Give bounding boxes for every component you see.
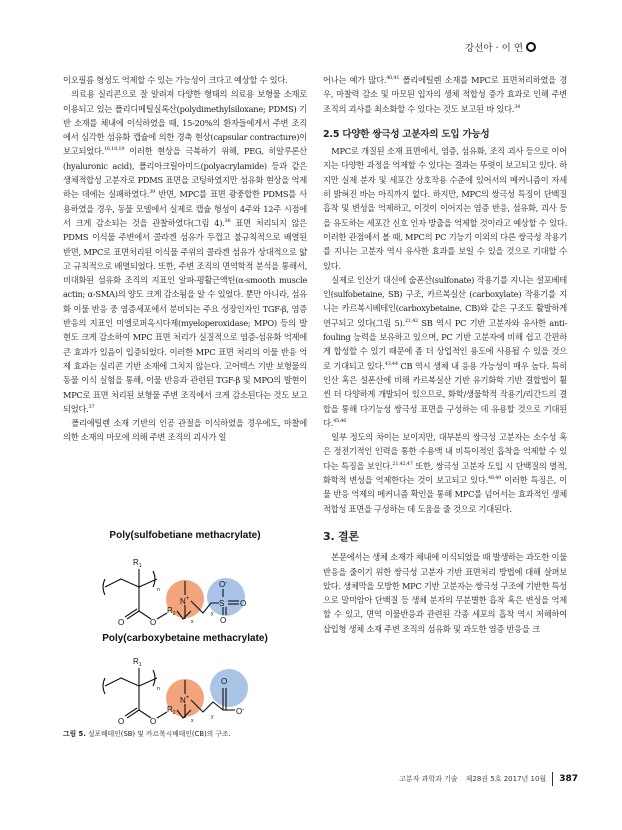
text: CB 역시 생체 내 응용 가능성이 매우 높다. 특히 인산 혹은 설폰산에 비해 카르복실산 기반 유기화학 기반 결합법이 훨씬 더 다양하게 개발되어 있으므로, 화학/생물학적 작용기/리간드의 결합을 통해 다기능성 쌍극성 표면을 구성하는 데 유용할 것으로 기대된다. [323, 360, 567, 428]
label-o-bottom: O [220, 616, 227, 625]
paragraph [63, 73, 307, 87]
label-carbonyl-o: O [118, 717, 125, 726]
text: 표면 처리되지 않은 PDMS 이식물 주변에서 콜라겐 섬유가 두껍고 불규칙적으로 배열된 반면, MPC로 표면처리된 이식물 주위의 콜라겐 섬유가 상대적으로 얇고 규칙적으로 배열되었다. 또한, 주변 조직의 면역학적 분석을 통해서, 비대화된 섬유화 조직의 지표인 알파-평활근액틴(α-smooth muscle actin; α-SMA)의 양도 크게 감소됨을 알 수 있었다. 뿐만 아니라, 섬유화 이물 반응 중 염증세포에서 분비되는 주요 성장인자인 TGF-β, 염증 반응의 지표인 미엘로퍼옥시다제(myeloperoxidase; MPO) 등의 발현도 크게 감소하여 MPC 표면 처리가 실질적으로 염증-섬유화 억제에 큰 효과가 있음이 입증되었다. 이러한 MPC 표면 처리의 이물 반응 억제 효과는 실리콘 기반 소재에 그치지 않는다. 고어텍스 기반 보형물의 동물 이식 실험을 통해, 이물 반응과 관련된 TGF-β 및 MPO의 발현이 MPC로 표면 처리된 보형물 주변 조직에서 크게 감소된다는 것도 보고되었다. [63, 217, 308, 414]
label-r1: $R_1$ [133, 657, 142, 668]
paragraph [323, 144, 567, 273]
label-y: y [211, 611, 214, 617]
left-column [63, 73, 307, 445]
figure-panel-a-title: Poly(sulfobetiane methacrylate) [109, 530, 261, 541]
citation: 45,46 [333, 417, 347, 424]
citation: 40,41 [386, 75, 400, 81]
right-column [323, 73, 567, 636]
anion-highlight [210, 669, 248, 707]
running-header [465, 40, 536, 54]
page-number: 387 [559, 774, 578, 784]
text: 이오필름 형성도 억제할 수 있는 가능성이 크다고 예상할 수 있다. [63, 75, 288, 85]
page-footer [398, 772, 578, 786]
footer-divider [552, 772, 553, 786]
label-r1: $R_1$ [133, 558, 142, 569]
label-ester-o: O [150, 618, 157, 627]
paragraph [63, 416, 307, 445]
label-n: n [157, 587, 160, 593]
text: 본문에서는 생체 소재가 체내에 이식되었을 때 발생하는 과도한 이물 반응을 줄이기 위한 쌍극성 고분자 기반 표면처리 방법에 대해 살펴보았다. 생체막을 모방한 MPC 기반 고분자는 쌍극성 구조에 기반한 특성으로 말미암아 단백질 등 생체 분자의 무분별한 흡착 혹은 변성을 억제할 수 있고, 면역 이물반응과 관련된 각종 세포의 흡착 역시 저해하여 삽입형 생체 소재 주변 조직의 섬유화 및 과도한 염증 반응을 크 [323, 552, 567, 634]
label-o-minus: O- [236, 707, 245, 716]
text: 실제로 인산기 대신에 술폰산(sulfonate) 작용기를 지니는 설포베테인(sulfobetaine, SB) 구조, 카르복실산 (carboxylate) 작용기를 지니는 카르복시베테인(carboxybetaine, CB)와 같은 구조도 활발하게 연구되고 있다(그림 5). [323, 274, 567, 328]
paragraph [323, 273, 567, 430]
text: SB 역시 PC 기반 고분자와 유사한 anti-fouling 능력을 보유하고 있으며, PC 기반 고분자에 비해 쉽고 간편하게 합성할 수 있기 때문에 좀 더 상업적인 용도에 사용될 수 있을 것으로 기대되고 있다. [323, 317, 567, 371]
cb-structure-diagram [63, 644, 307, 726]
section-heading-2-5: 2.5 다양한 쌍극성 고분자의 도입 가능성 [323, 128, 490, 140]
label-n-plus: N+ [180, 695, 190, 705]
label-y: y [211, 714, 214, 720]
journal-issue: 제28권 5호 2017년 10월 [465, 775, 547, 783]
label-ester-o: O [150, 717, 157, 726]
section-heading-3: 3. 결론 [323, 529, 359, 543]
figure-panel-b-title: Poly(carboxybetaine methacrylate) [102, 633, 268, 644]
citation: 37 [88, 403, 95, 410]
text: 이러한 특징은, 이물 반응 억제의 메커니즘 확인을 통해 MPC를 넘어서는 효과적인 생체 적합성 표면을 구성하는 데 도움을 줄 것으로 기대된다. [323, 475, 568, 514]
citation: 39 [149, 189, 156, 196]
figure-label: 그림 5. [63, 730, 86, 738]
citation: 48,49 [487, 475, 502, 482]
label-o-right: O [240, 599, 247, 608]
text: 반면, MPC를 표면 광중합한 PDMS를 사용하였을 경우, 동물 모델에서 실제로 캡슐 형성이 4주와 12주 시점에서 크게 감소되는 것을 관찰하였다(그림 4). [63, 189, 307, 228]
citation: 21,42,47 [392, 460, 413, 467]
label-r2: $R_2$ [167, 606, 176, 617]
citation: 16,18,19 [103, 146, 125, 153]
paragraph [323, 73, 567, 116]
citation: 21,42 [404, 317, 418, 324]
paragraph [323, 550, 567, 636]
text: 폴리에틸렌 소재 기반의 인공 관절을 이식하였을 경우에도, 마찰에 의한 소재의 마모에 의해 주변 조직의 괴사가 일 [63, 418, 307, 443]
text: 또한, 쌍극성 고분자 도입 시 단백질의 열적, 화학적 변성을 억제한다는 것이 보고되고 있다. [323, 460, 568, 486]
citation: 34 [514, 103, 521, 110]
label-carboxyl-o: O [221, 677, 228, 686]
circle-mark-icon [526, 42, 536, 52]
figure-caption-text: 설포베테인(SB) 및 카르복시베테인(CB)의 구조. [85, 730, 231, 738]
citation: 43,44 [384, 360, 398, 367]
text: MPC로 개질된 소재 표면에서, 염증, 섬유화, 조직 괴사 등으로 이어지는 다양한 과정을 억제할 수 있다는 결과는 뚜렷이 보고되고 있다. 하지만 실제 분자 및 세포간 상호작용 수준에 있어서의 메커니즘이 자세히 밝혀진 바는 아직까지 없다. 하지만, MPC의 쌍극성 특징이 단백질 흡착 및 변성을 억제하고, 이것이 이어지는 염증 반응, 섬유화, 괴사 등을 유도하는 세포간 신호 인자 방출을 억제할 것이라고 예상할 수 있다. 이러한 관점에서 볼 때, MPC의 PC 기능기 이외의 다른 쌍극성 작용기를 지니는 고분자 역시 유사한 효과를 보일 수 있을 것으로 기대할 수 있다. [323, 146, 567, 271]
journal-name: 고분자 과학과 기술 [399, 775, 458, 783]
text: 일부 정도의 차이는 보이지만, 대부분의 쌍극성 고분자는 소수성 혹은 정전기적인 인력을 통한 수용액 내 비특이적인 흡착을 억제할 수 있다는 특징을 보인다. [323, 432, 567, 471]
label-n-plus: N+ [180, 596, 190, 606]
label-o-minus: O- [219, 580, 228, 589]
paragraph [63, 87, 307, 416]
label-r2: $R_2$ [167, 705, 176, 716]
sb-structure-diagram [63, 541, 307, 633]
text: 이러한 현상을 극복하기 위해, PEG, 히알루론산(hyaluronic acid), 폴리아크릴아미드(polyacrylamide) 등과 같은 생체적합성 고분자로 PDMS 표면을 코팅하였지만 섬유화 현상을 억제하는 데에는 실패하였다. [63, 146, 307, 200]
text: 폴리에틸렌 소재를 MPC로 표면처리하였을 경우, 마찰력 감소 및 마모된 입자의 생체 적합성 증가 효과로 인해 주변 조직의 괴사를 최소화할 수 있다는 것도 보고된 바 있다. [323, 75, 567, 114]
label-s: S [219, 599, 225, 608]
figure-5 [63, 530, 307, 738]
label-x: x [191, 619, 194, 625]
paragraph [323, 430, 567, 516]
text: 의료용 실리콘으로 잘 알려져 다양한 형태의 의료용 보형물 소재로 이용되고 있는 폴리디메틸실록산(polydimethylsiloxane; PDMS) 기반 소재를 체내에 이식하였을 때, 15-20%의 환자들에게서 주변 조직에서 심각한 섬유화 캡슐에 의한 경축 현상(capsular contracture)이 보고되었다. [63, 89, 307, 157]
label-x: x [191, 718, 194, 724]
header-authors: 강선아 · 이 연 [465, 43, 523, 54]
figure-caption [63, 728, 307, 738]
label-n: n [157, 686, 160, 692]
label-carbonyl-o: O [118, 618, 125, 627]
text: 어나는 예가 많다. [323, 75, 387, 85]
citation: 36 [224, 217, 231, 224]
